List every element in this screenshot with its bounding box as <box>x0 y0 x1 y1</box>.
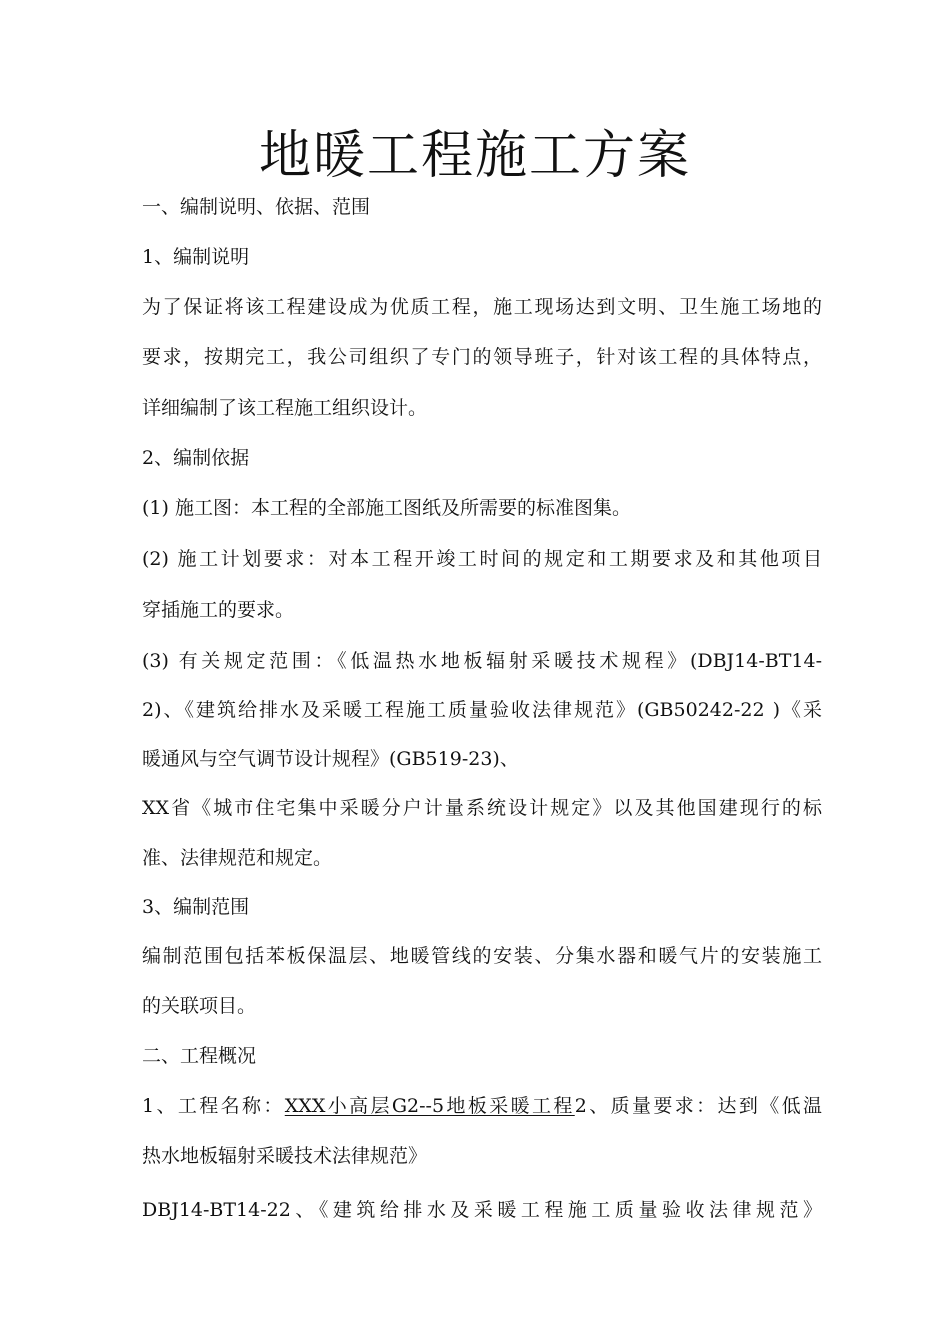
paragraph-line: 热水地板辐射采暖技术法律规范》 <box>142 1145 428 1167</box>
subsection-heading-1-3: 3、编制范围 <box>142 896 250 918</box>
section-heading-1: 一、编制说明、依据、范围 <box>142 196 371 218</box>
subsection-heading-1-1: 1、编制说明 <box>142 246 250 268</box>
paragraph-line: DBJ14-BT14-22、《建筑给排水及采暖工程施工质量验收法律规范》 <box>142 1199 822 1221</box>
project-name: XXX小高层G2--5地板采暖工程 <box>284 1095 575 1117</box>
project-line <box>142 1093 822 1119</box>
paragraph-line: 穿插施工的要求。 <box>142 599 295 621</box>
project-label: 1、工程名称： <box>142 1095 285 1117</box>
document-title: 地暖工程施工方案 <box>258 125 691 186</box>
paragraph-line: 的关联项目。 <box>142 995 257 1017</box>
paragraph-line: 详细编制了该工程施工组织设计。 <box>142 397 428 419</box>
paragraph-line: XX省《城市住宅集中采暖分户计量系统设计规定》以及其他国建现行的标 <box>142 797 822 819</box>
list-item-3: (3) 有关规定范围：《低温热水地板辐射采暖技术规程》(DBJ14-BT14- <box>142 650 822 672</box>
paragraph-line: 2)、《建筑给排水及采暖工程施工质量验收法律规范》(GB50242-22 )《采 <box>142 699 822 721</box>
list-item-2: (2) 施工计划要求：对本工程开竣工时间的规定和工期要求及和其他项目 <box>142 548 822 570</box>
section-heading-2: 二、工程概况 <box>142 1045 257 1067</box>
quality-requirement: 2、质量要求：达到《低温 <box>574 1095 823 1117</box>
paragraph-line: 为了保证将该工程建设成为优质工程，施工现场达到文明、卫生施工场地的 <box>142 296 822 318</box>
paragraph-line: 暖通风与空气调节设计规程》(GB519-23)、 <box>142 748 519 770</box>
subsection-heading-1-2: 2、编制依据 <box>142 447 250 469</box>
paragraph-line: 编制范围包括苯板保温层、地暖管线的安装、分集水器和暖气片的安装施工 <box>142 945 822 967</box>
paragraph-line: 要求，按期完工，我公司组织了专门的领导班子，针对该工程的具体特点， <box>142 346 822 368</box>
paragraph-line: 准、法律规范和规定。 <box>142 847 333 869</box>
list-item-1: (1) 施工图：本工程的全部施工图纸及所需要的标准图集。 <box>142 497 631 519</box>
